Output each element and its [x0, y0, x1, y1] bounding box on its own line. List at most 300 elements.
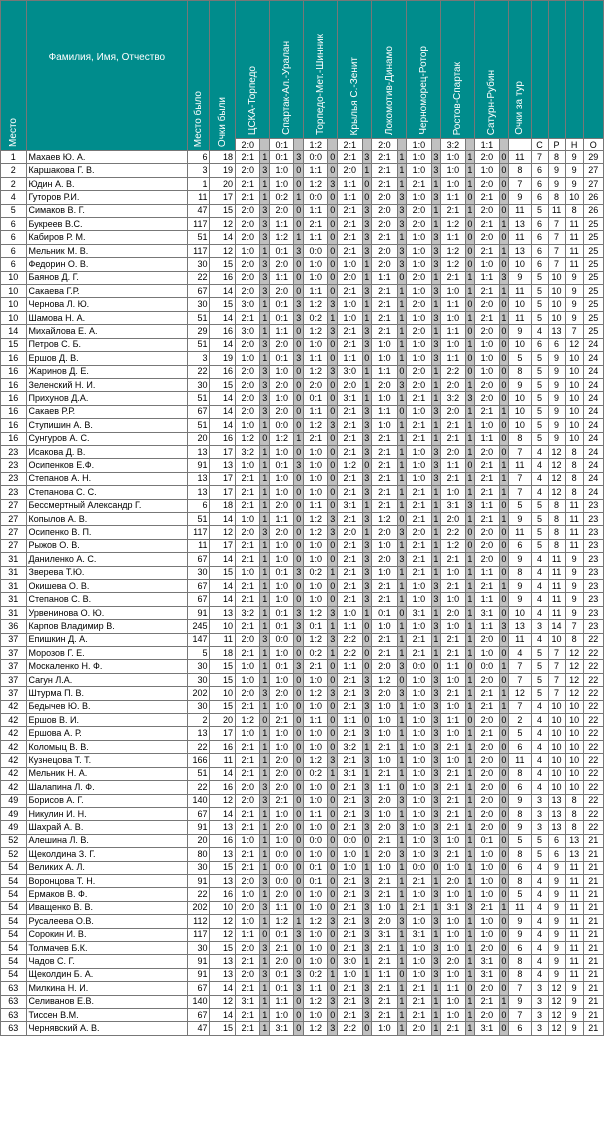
table-cell: 1:1 — [441, 231, 465, 244]
table-cell: 0 — [499, 298, 509, 311]
table-row — [1, 834, 604, 847]
table-cell: 26 — [583, 191, 603, 204]
table-cell: 31 — [1, 606, 27, 619]
table-cell: 0:2 — [304, 566, 328, 579]
table-cell: 3 — [531, 620, 548, 633]
table-cell: 3 — [397, 687, 407, 700]
table-cell: 20 — [210, 177, 236, 190]
table-cell: 13 — [188, 472, 210, 485]
table-cell: 11 — [565, 258, 583, 271]
table-cell: 1:1 — [441, 191, 465, 204]
table-cell: 0 — [499, 338, 509, 351]
table-cell: 0 — [328, 821, 338, 834]
table-cell: 1 — [397, 767, 407, 780]
table-cell: 3:1 — [475, 968, 499, 981]
table-cell: 0 — [499, 526, 509, 539]
table-cell: 8 — [565, 807, 583, 820]
table-cell: 9 — [509, 325, 531, 338]
table-cell: Мельник М. В. — [26, 244, 188, 257]
table-cell: 49 — [1, 794, 27, 807]
table-cell: 11 — [509, 459, 531, 472]
table-cell: 2:0 — [236, 687, 260, 700]
table-cell: 0 — [397, 405, 407, 418]
table-cell: 2:0 — [441, 606, 465, 619]
table-cell: 2:1 — [372, 593, 398, 606]
table-cell: Сунгуров А. С. — [26, 432, 188, 445]
table-cell: 0:0 — [407, 861, 431, 874]
table-cell: 2:0 — [338, 164, 362, 177]
table-cell: 1:1 — [475, 566, 499, 579]
table-cell: 51 — [188, 512, 210, 525]
table-cell: 1 — [465, 807, 475, 820]
table-cell: 4 — [531, 459, 548, 472]
table-cell: 1 — [260, 566, 270, 579]
table-cell: 1:0 — [441, 700, 465, 713]
table-cell: 3:1 — [236, 995, 260, 1008]
table-cell: 2:1 — [304, 660, 328, 673]
table-cell: 0 — [465, 459, 475, 472]
table-cell: 0:2 — [304, 968, 328, 981]
table-cell: 2:0 — [372, 821, 398, 834]
table-cell: 2:1 — [236, 982, 260, 995]
table-cell: 1:0 — [304, 472, 328, 485]
table-cell: 30 — [188, 673, 210, 686]
table-cell: 1:1 — [338, 714, 362, 727]
table-cell: 0 — [499, 848, 509, 861]
table-cell: 1 — [465, 580, 475, 593]
table-cell: 2:1 — [441, 1022, 465, 1035]
table-cell: 12 — [210, 218, 236, 231]
table-cell: 1:1 — [270, 271, 294, 284]
table-cell: Великих А. Л. — [26, 861, 188, 874]
table-cell: 30 — [188, 566, 210, 579]
table-cell: 11 — [565, 941, 583, 954]
table-cell: 0 — [294, 499, 304, 512]
table-cell: 1 — [362, 499, 372, 512]
table-cell: 5 — [509, 727, 531, 740]
table-cell: 1:0 — [304, 740, 328, 753]
table-cell: 1 — [431, 901, 441, 914]
match-header-5: Локомотив-Динамо — [372, 1, 407, 139]
table-cell: 0:2 — [304, 647, 328, 660]
table-cell: 9 — [509, 794, 531, 807]
table-cell: 7 — [548, 218, 565, 231]
table-cell: 0 — [499, 888, 509, 901]
table-cell: 4 — [531, 325, 548, 338]
table-cell: 3 — [531, 807, 548, 820]
table-cell: 16 — [1, 432, 27, 445]
table-row — [1, 941, 604, 954]
table-cell: 2:0 — [475, 231, 499, 244]
table-cell: 1 — [465, 861, 475, 874]
table-cell: 3:2 — [441, 392, 465, 405]
table-cell: 5 — [509, 352, 531, 365]
table-cell: 3 — [531, 794, 548, 807]
table-cell: 0 — [499, 821, 509, 834]
table-cell: 3 — [362, 982, 372, 995]
table-cell: 2:1 — [407, 512, 431, 525]
table-cell: 7 — [548, 687, 565, 700]
table-cell: 19 — [210, 164, 236, 177]
table-cell: 2:1 — [236, 539, 260, 552]
table-cell: 3 — [362, 593, 372, 606]
table-row — [1, 700, 604, 713]
table-cell: 11 — [565, 901, 583, 914]
table-cell: 2:1 — [338, 553, 362, 566]
table-cell: Щеколдин Б. А. — [26, 968, 188, 981]
table-row — [1, 432, 604, 445]
table-cell: 11 — [565, 244, 583, 257]
table-cell: 1:1 — [304, 714, 328, 727]
table-cell: 1 — [362, 298, 372, 311]
table-cell: 0 — [260, 928, 270, 941]
table-cell: 14 — [210, 767, 236, 780]
table-cell: 1:0 — [236, 419, 260, 432]
table-cell: 13 — [509, 620, 531, 633]
table-cell: 1:0 — [407, 767, 431, 780]
table-cell: 1:2 — [304, 687, 328, 700]
table-cell: 1 — [362, 378, 372, 391]
table-cell: 0 — [465, 714, 475, 727]
table-row — [1, 231, 604, 244]
table-cell: 23 — [1, 472, 27, 485]
table-cell: 10 — [565, 781, 583, 794]
table-cell: Осипенков Е.Ф. — [26, 459, 188, 472]
table-cell: 8 — [548, 539, 565, 552]
table-cell: 0 — [294, 392, 304, 405]
table-cell: 1 — [465, 834, 475, 847]
table-cell: 1 — [260, 499, 270, 512]
table-cell: Шахрай А. В. — [26, 821, 188, 834]
table-cell: 1:0 — [338, 298, 362, 311]
table-cell: 1 — [328, 566, 338, 579]
table-cell: 1:0 — [372, 901, 398, 914]
table-cell: 2:0 — [475, 298, 499, 311]
table-cell: 0 — [499, 365, 509, 378]
table-cell: 0 — [328, 204, 338, 217]
table-cell: 54 — [1, 861, 27, 874]
table-cell: 2:1 — [475, 405, 499, 418]
table-cell: 0 — [294, 874, 304, 887]
table-cell: 1:0 — [407, 151, 431, 164]
table-cell: 3 — [294, 244, 304, 257]
table-cell: 1 — [362, 311, 372, 324]
table-cell: 1:0 — [236, 834, 260, 847]
table-cell: 0:1 — [270, 151, 294, 164]
table-cell: 2:0 — [475, 1009, 499, 1022]
table-cell: 8 — [509, 874, 531, 887]
table-cell: 2:2 — [441, 365, 465, 378]
table-cell: 1 — [294, 915, 304, 928]
table-cell: 1 — [260, 539, 270, 552]
table-cell: 9 — [565, 593, 583, 606]
table-cell: 1:0 — [304, 901, 328, 914]
table-cell: Ступишин А. В. — [26, 419, 188, 432]
table-cell: 30 — [188, 941, 210, 954]
table-cell: 3 — [431, 807, 441, 820]
table-cell: 0:0 — [304, 244, 328, 257]
table-cell: 4 — [531, 968, 548, 981]
table-cell: Копылов А. В. — [26, 512, 188, 525]
table-cell: 1 — [431, 432, 441, 445]
table-cell: 0 — [362, 633, 372, 646]
table-cell: 2:1 — [475, 472, 499, 485]
table-cell: 5 — [531, 848, 548, 861]
table-cell: 6 — [509, 941, 531, 954]
table-cell: Сорокин И. В. — [26, 928, 188, 941]
table-cell: 4 — [1, 191, 27, 204]
table-cell: 1 — [397, 928, 407, 941]
table-cell: 2:2 — [338, 647, 362, 660]
table-cell: 0 — [328, 244, 338, 257]
table-row — [1, 539, 604, 552]
table-cell: 2:1 — [338, 231, 362, 244]
table-cell: 3:1 — [407, 928, 431, 941]
table-cell: 9 — [548, 392, 565, 405]
table-cell: 1 — [465, 955, 475, 968]
table-cell: 0 — [499, 874, 509, 887]
table-cell: 1 — [397, 955, 407, 968]
table-cell: 2:0 — [475, 754, 499, 767]
table-cell: 1 — [431, 566, 441, 579]
table-cell: 1 — [260, 767, 270, 780]
table-cell: 1:0 — [407, 231, 431, 244]
table-cell: 1 — [260, 660, 270, 673]
table-cell: 1:0 — [475, 888, 499, 901]
table-row — [1, 244, 604, 257]
table-cell: 25 — [583, 231, 603, 244]
table-cell: 1:0 — [236, 888, 260, 901]
table-cell: 3 — [431, 968, 441, 981]
table-cell: 10 — [565, 352, 583, 365]
table-cell: 0 — [294, 553, 304, 566]
table-cell: 0 — [328, 848, 338, 861]
name-header: Фамилия, Имя, Отчество — [26, 1, 188, 151]
table-cell: 2:1 — [441, 271, 465, 284]
table-row — [1, 352, 604, 365]
table-cell: 6 — [1, 244, 27, 257]
table-cell: 31 — [1, 566, 27, 579]
table-row — [1, 593, 604, 606]
table-cell: 0 — [294, 486, 304, 499]
table-cell: 4 — [531, 874, 548, 887]
table-cell: 2:0 — [407, 378, 431, 391]
table-cell: 2:1 — [236, 151, 260, 164]
table-cell: 1 — [188, 177, 210, 190]
table-cell: 0 — [499, 539, 509, 552]
table-cell: 2:0 — [475, 177, 499, 190]
table-cell: 2:1 — [475, 580, 499, 593]
table-cell: 1 — [260, 472, 270, 485]
table-cell: 3 — [465, 392, 475, 405]
table-cell: 24 — [583, 352, 603, 365]
table-cell: 1 — [260, 915, 270, 928]
table-cell: 17 — [210, 727, 236, 740]
table-cell: 1:0 — [270, 177, 294, 190]
table-cell: 2:0 — [236, 526, 260, 539]
table-cell: 4 — [531, 566, 548, 579]
table-cell: 12 — [565, 687, 583, 700]
table-cell: 2:1 — [407, 499, 431, 512]
table-cell: 0 — [328, 781, 338, 794]
table-cell: 21 — [583, 888, 603, 901]
table-row — [1, 647, 604, 660]
table-cell: Рыжов О. В. — [26, 539, 188, 552]
table-cell: 26 — [583, 204, 603, 217]
table-cell: 1 — [397, 472, 407, 485]
table-cell: 7 — [565, 325, 583, 338]
table-cell: 16 — [1, 378, 27, 391]
table-cell: 1:2 — [304, 606, 328, 619]
table-cell: 9 — [565, 164, 583, 177]
table-cell: 12 — [548, 486, 565, 499]
table-cell: 2:1 — [338, 445, 362, 458]
table-cell: 2:1 — [475, 459, 499, 472]
table-cell: 6 — [531, 164, 548, 177]
table-cell: 1:0 — [475, 419, 499, 432]
table-cell: 16 — [210, 781, 236, 794]
table-cell: 0 — [499, 647, 509, 660]
table-cell: 9 — [565, 553, 583, 566]
table-cell: 3 — [431, 580, 441, 593]
table-cell: 2:0 — [475, 325, 499, 338]
table-cell: 1 — [499, 244, 509, 257]
table-cell: 1:0 — [270, 807, 294, 820]
table-cell: 23 — [583, 593, 603, 606]
table-cell: 2:1 — [338, 432, 362, 445]
table-cell: 0 — [294, 419, 304, 432]
table-cell: Щеколдина З. Г. — [26, 848, 188, 861]
table-cell: 1 — [499, 311, 509, 324]
table-cell: 13 — [210, 606, 236, 619]
table-cell: 0 — [499, 151, 509, 164]
table-cell: 9 — [565, 285, 583, 298]
table-cell: 1:0 — [304, 271, 328, 284]
table-cell: 0 — [499, 258, 509, 271]
table-cell: 17 — [210, 539, 236, 552]
table-cell: 1 — [465, 419, 475, 432]
table-cell: 3:0 — [236, 298, 260, 311]
table-cell: 1 — [431, 982, 441, 995]
table-cell: 0 — [397, 365, 407, 378]
table-cell: 2:1 — [475, 995, 499, 1008]
table-row — [1, 486, 604, 499]
table-row — [1, 633, 604, 646]
table-cell: 9 — [509, 995, 531, 1008]
table-cell: 10 — [548, 727, 565, 740]
table-cell: 16 — [1, 365, 27, 378]
table-cell: 8 — [548, 151, 565, 164]
table-cell: 0 — [397, 271, 407, 284]
table-cell: 51 — [188, 311, 210, 324]
table-cell: 3 — [260, 365, 270, 378]
table-cell: 20 — [188, 432, 210, 445]
table-cell: 10 — [565, 191, 583, 204]
table-cell: 1:2 — [304, 633, 328, 646]
table-cell: 0 — [294, 754, 304, 767]
table-cell: 1 — [260, 1009, 270, 1022]
table-cell: 9 — [565, 271, 583, 284]
table-cell: 1 — [397, 593, 407, 606]
table-cell: 1:2 — [304, 526, 328, 539]
table-cell: 3 — [431, 445, 441, 458]
table-cell: 1 — [397, 888, 407, 901]
table-cell: 24 — [583, 365, 603, 378]
table-cell: 1:0 — [304, 580, 328, 593]
table-cell: 1:1 — [304, 285, 328, 298]
table-cell: 0 — [465, 231, 475, 244]
table-cell: 14 — [210, 285, 236, 298]
table-cell: 1:1 — [270, 995, 294, 1008]
table-cell: 1:1 — [304, 405, 328, 418]
table-cell: 7 — [509, 445, 531, 458]
table-cell: 3 — [362, 928, 372, 941]
table-cell: 2:1 — [372, 740, 398, 753]
table-cell: 117 — [188, 526, 210, 539]
table-cell: Сагун Л.А. — [26, 673, 188, 686]
table-cell: 3 — [328, 633, 338, 646]
table-cell: Симаков В. Г. — [26, 204, 188, 217]
table-cell: 2:2 — [338, 1022, 362, 1035]
table-cell: 0 — [328, 445, 338, 458]
table-cell: 21 — [583, 915, 603, 928]
table-cell: 1:0 — [441, 620, 465, 633]
table-row — [1, 499, 604, 512]
table-row — [1, 754, 604, 767]
table-cell: 37 — [1, 660, 27, 673]
table-cell: 1 — [465, 606, 475, 619]
table-cell: 0:1 — [270, 982, 294, 995]
table-cell: 3 — [328, 512, 338, 525]
table-cell: 31 — [1, 593, 27, 606]
table-row — [1, 285, 604, 298]
table-cell: 67 — [188, 982, 210, 995]
table-cell: 3 — [294, 311, 304, 324]
table-cell: 1 — [397, 580, 407, 593]
table-cell: 1 — [465, 553, 475, 566]
table-cell: Селиванов Е.В. — [26, 995, 188, 1008]
table-cell: 1 — [260, 740, 270, 753]
table-cell: 21 — [583, 928, 603, 941]
table-cell: 2:1 — [372, 633, 398, 646]
table-cell: 1:1 — [441, 714, 465, 727]
table-cell: 14 — [210, 593, 236, 606]
table-cell: 1 — [397, 432, 407, 445]
table-cell: 3 — [362, 794, 372, 807]
table-cell: 1:0 — [304, 593, 328, 606]
table-cell: 2:1 — [407, 553, 431, 566]
table-cell: 27 — [1, 512, 27, 525]
table-cell: 5 — [531, 512, 548, 525]
table-cell: 1:0 — [441, 177, 465, 190]
table-cell: 12 — [210, 526, 236, 539]
table-cell: 2:0 — [407, 526, 431, 539]
table-cell: 3:0 — [236, 325, 260, 338]
table-cell: 7 — [509, 472, 531, 485]
table-cell: 8 — [548, 526, 565, 539]
table-cell: 13 — [565, 834, 583, 847]
table-cell: 1:0 — [270, 445, 294, 458]
table-cell: 0 — [328, 231, 338, 244]
table-cell: 0 — [294, 941, 304, 954]
table-cell: 0 — [499, 633, 509, 646]
table-cell: 1 — [431, 647, 441, 660]
table-cell: 1:0 — [441, 566, 465, 579]
table-cell: 1:0 — [407, 794, 431, 807]
table-cell: 1:1 — [304, 982, 328, 995]
table-cell: 11 — [509, 285, 531, 298]
table-cell: 21 — [583, 995, 603, 1008]
